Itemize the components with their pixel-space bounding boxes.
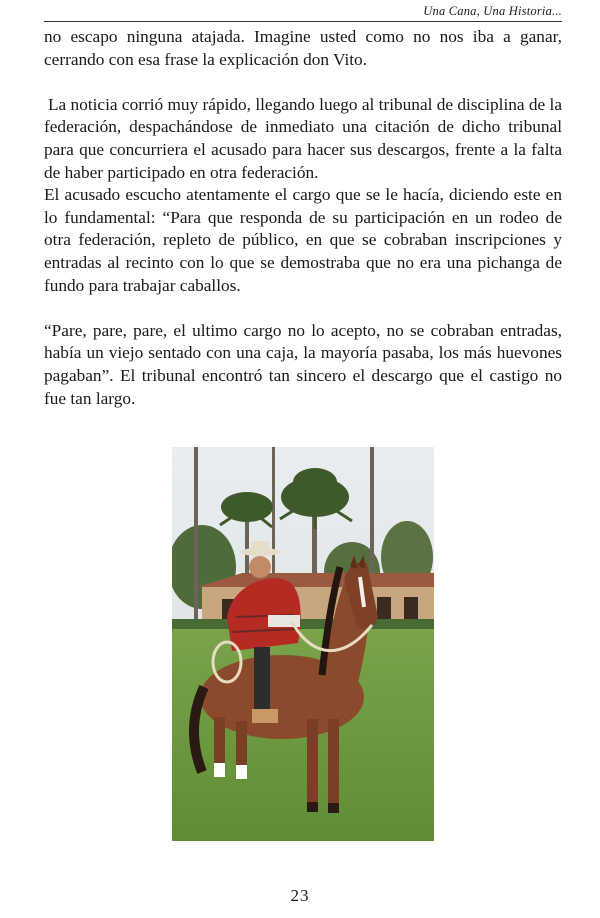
body-text	[44, 26, 562, 410]
header-rule	[44, 21, 562, 22]
paragraph: El acusado escucho atentamente el cargo que se le hacía, diciendo este en lo fundamental: “Para que responda de su participación en un rodeo de otra federación, repleto de público, en que se cobraban inscripciones y entradas al recinto con lo que se demostraba que no era una pichanga de fundo para trabajar caballos.	[44, 185, 562, 295]
running-head: Una Cana, Una Historia...	[423, 4, 562, 18]
paragraph: La noticia corrió muy rápido, llegando luego al tribunal de disciplina de la federación, despachándose de inmediato una citación de dicho tribunal para que concurriera el acusado para hacer sus descargos, frente a la falta de haber participado en otra federación.	[44, 94, 562, 182]
paragraph: no escapo ninguna atajada. Imagine usted como no nos iba a ganar, cerrando con esa frase la explicación don Vito.	[44, 27, 562, 69]
paragraph: “Pare, pare, pare, el ultimo cargo no lo acepto, no se cobraban entradas, había un viejo sentado con una caja, la mayoría pasaba, los más huevones pagaban”. El tribunal encontró tan sincero el descargo que el castigo no fue tan largo.	[44, 320, 562, 408]
photo-huaso-on-horse	[172, 447, 434, 841]
page-number: 23	[290, 886, 310, 905]
